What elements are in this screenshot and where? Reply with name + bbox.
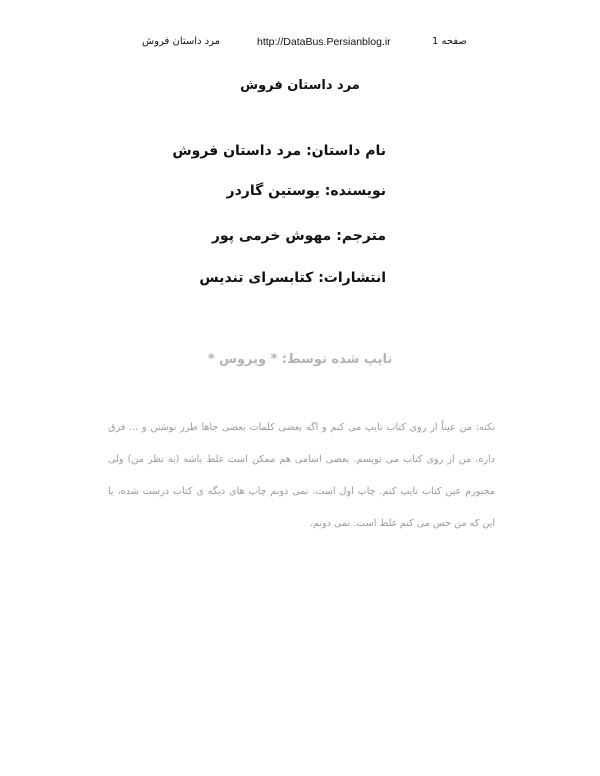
typist-note-paragraph: نکته: من عیناً از روی کتاب تایپ می کنم و اگه بعضی کلمات بعضی جاها طرز نوشتن و ... فرق داره، من از روی کتاب می نویسم. بعضی اسامی هم ممکن است غلط باشه (به نظر من) ولی مجبورم عین کتاب تایپ کنم. چاپ اول است. نمی دونم چاپ های دیگه ی کتاب درست شده، یا این که من حس می کنم غلط است. نمی دونم. [108, 422, 495, 529]
author-line: نویسنده: یوستین گاردر [226, 183, 386, 199]
story-name-line: نام داستان: مرد داستان فروش [172, 143, 386, 159]
typist-credit: تایپ شده توسط: * ویروس * [207, 352, 393, 367]
page-title: مرد داستان فروش [240, 78, 360, 93]
running-header [0, 36, 600, 52]
header-url: http://DataBus.Persianblog.ir [257, 36, 391, 48]
header-page-number: صفحه 1 [432, 36, 467, 47]
header-book-title: مرد داستان فروش [142, 36, 221, 47]
translator-line: مترجم: مهوش خرمی پور [211, 228, 386, 244]
publisher-line: انتشارات: کتابسرای تندیس [199, 270, 386, 286]
